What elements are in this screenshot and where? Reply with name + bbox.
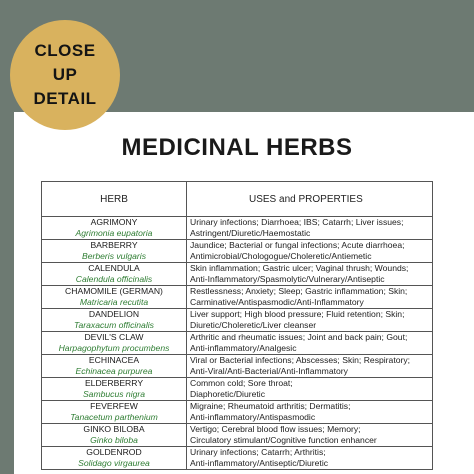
- herb-cell: [42, 286, 187, 309]
- table-row: [42, 447, 433, 470]
- herb-name: FEVERFEW: [90, 401, 138, 411]
- herb-name: DANDELION: [88, 309, 140, 319]
- badge-line-2: UP: [52, 65, 78, 84]
- herb-name: BARBERRY: [90, 240, 138, 250]
- uses-line-1: Jaundice; Bacterial or fungal infections; Acute diarrhoea;: [190, 240, 405, 250]
- herb-cell: [42, 263, 187, 286]
- herb-name: CHAMOMILE (GERMAN): [65, 286, 163, 296]
- uses-line-2: Anti-Viral/Anti-Bacterial/Anti-Inflammatory: [190, 366, 348, 376]
- herb-latin-name: Ginko biloba: [90, 435, 138, 445]
- herb-latin-name: Harpagophytum procumbens: [58, 343, 170, 353]
- herb-name: ECHINACEA: [88, 355, 140, 365]
- table-row: [42, 424, 433, 447]
- herb-cell: [42, 378, 187, 401]
- uses-column-header: USES and PROPERTIES: [187, 182, 433, 217]
- uses-line-2: Circulatory stimulant/Cognitive function enhancer: [190, 435, 377, 445]
- herbs-table: [41, 181, 433, 470]
- herb-cell: [42, 424, 187, 447]
- herb-cell: [42, 355, 187, 378]
- herb-latin-name: Matricaria recutita: [79, 297, 149, 307]
- uses-cell: [187, 378, 433, 401]
- herb-latin-name: Agrimonia eupatoria: [75, 228, 153, 238]
- badge-line-3: DETAIL: [33, 89, 97, 108]
- table-row: [42, 332, 433, 355]
- table-row: [42, 263, 433, 286]
- close-up-detail-badge: [10, 20, 120, 130]
- herb-cell: [42, 309, 187, 332]
- herb-name: ELDERBERRY: [84, 378, 144, 388]
- uses-line-1: Urinary infections; Catarrh; Arthritis;: [190, 447, 326, 457]
- herb-cell: [42, 447, 187, 470]
- herb-name: CALENDULA: [88, 263, 140, 273]
- badge-line-1: CLOSE: [34, 41, 96, 60]
- page-title: MEDICINAL HERBS: [121, 134, 353, 161]
- herb-latin-name: Calendula officinalis: [75, 274, 153, 284]
- herb-cell: [42, 401, 187, 424]
- uses-cell: [187, 240, 433, 263]
- uses-line-1: Arthritic and rheumatic issues; Joint and back pain; Gout;: [190, 332, 408, 342]
- uses-cell: [187, 309, 433, 332]
- uses-line-2: Anti-inflammatory/Analgesic: [190, 343, 297, 353]
- uses-line-2: Astringent/Diuretic/Haemostatic: [190, 228, 311, 238]
- uses-cell: [187, 263, 433, 286]
- uses-line-2: Anti-Inflammatory/Spasmolytic/Vulnerary/Antiseptic: [190, 274, 385, 284]
- uses-line-1: Common cold; Sore throat;: [190, 378, 293, 388]
- uses-line-2: Antimicrobial/Chologogue/Choleretic/Antiemetic: [190, 251, 372, 261]
- uses-cell: [187, 355, 433, 378]
- table-header-row: [42, 182, 433, 217]
- uses-cell: [187, 424, 433, 447]
- herb-name: AGRIMONY: [90, 217, 138, 227]
- uses-line-1: Skin inflammation; Gastric ulcer; Vaginal thrush; Wounds;: [190, 263, 409, 273]
- uses-cell: [187, 447, 433, 470]
- uses-line-1: Viral or Bacterial infections; Abscesses; Skin; Respiratory;: [190, 355, 411, 365]
- herb-cell: [42, 240, 187, 263]
- table-row: [42, 309, 433, 332]
- uses-line-2: Anti-inflammatory/Antispasmodic: [190, 412, 316, 422]
- table-row: [42, 355, 433, 378]
- table-row: [42, 378, 433, 401]
- herb-name: DEVIL'S CLAW: [84, 332, 144, 342]
- herb-name: GOLDENROD: [86, 447, 142, 457]
- uses-line-1: Urinary infections; Diarrhoea; IBS; Catarrh; Liver issues;: [190, 217, 404, 227]
- table-row: [42, 217, 433, 240]
- uses-line-2: Anti-inflammatory/Antiseptic/Diuretic: [190, 458, 329, 468]
- herb-name: GINKO BILOBA: [83, 424, 145, 434]
- uses-line-1: Migraine; Rheumatoid arthritis; Dermatitis;: [190, 401, 351, 411]
- herb-column-header: HERB: [42, 182, 187, 217]
- uses-line-1: Restlessness; Anxiety; Sleep; Gastric inflammation; Skin;: [190, 286, 408, 296]
- table-row: [42, 240, 433, 263]
- uses-cell: [187, 332, 433, 355]
- herb-latin-name: Solidago virgaurea: [78, 458, 150, 468]
- table-row: [42, 286, 433, 309]
- uses-cell: [187, 217, 433, 240]
- uses-cell: [187, 286, 433, 309]
- uses-line-2: Diuretic/Choleretic/Liver cleanser: [190, 320, 317, 330]
- herb-latin-name: Sambucus nigra: [82, 389, 146, 399]
- herb-cell: [42, 217, 187, 240]
- herb-latin-name: Tanacetum parthenium: [70, 412, 158, 422]
- herb-latin-name: Taraxacum officinalis: [74, 320, 154, 330]
- uses-line-2: Carminative/Antispasmodic/Anti-Inflammatory: [190, 297, 364, 307]
- uses-line-1: Liver support; High blood pressure; Fluid retention; Skin;: [190, 309, 405, 319]
- uses-cell: [187, 401, 433, 424]
- table-row: [42, 401, 433, 424]
- herb-cell: [42, 332, 187, 355]
- herb-latin-name: Echinacea purpurea: [75, 366, 153, 376]
- herb-latin-name: Berberis vulgaris: [82, 251, 146, 261]
- uses-line-2: Diaphoretic/Diuretic: [190, 389, 265, 399]
- uses-line-1: Vertigo; Cerebral blood flow issues; Memory;: [190, 424, 361, 434]
